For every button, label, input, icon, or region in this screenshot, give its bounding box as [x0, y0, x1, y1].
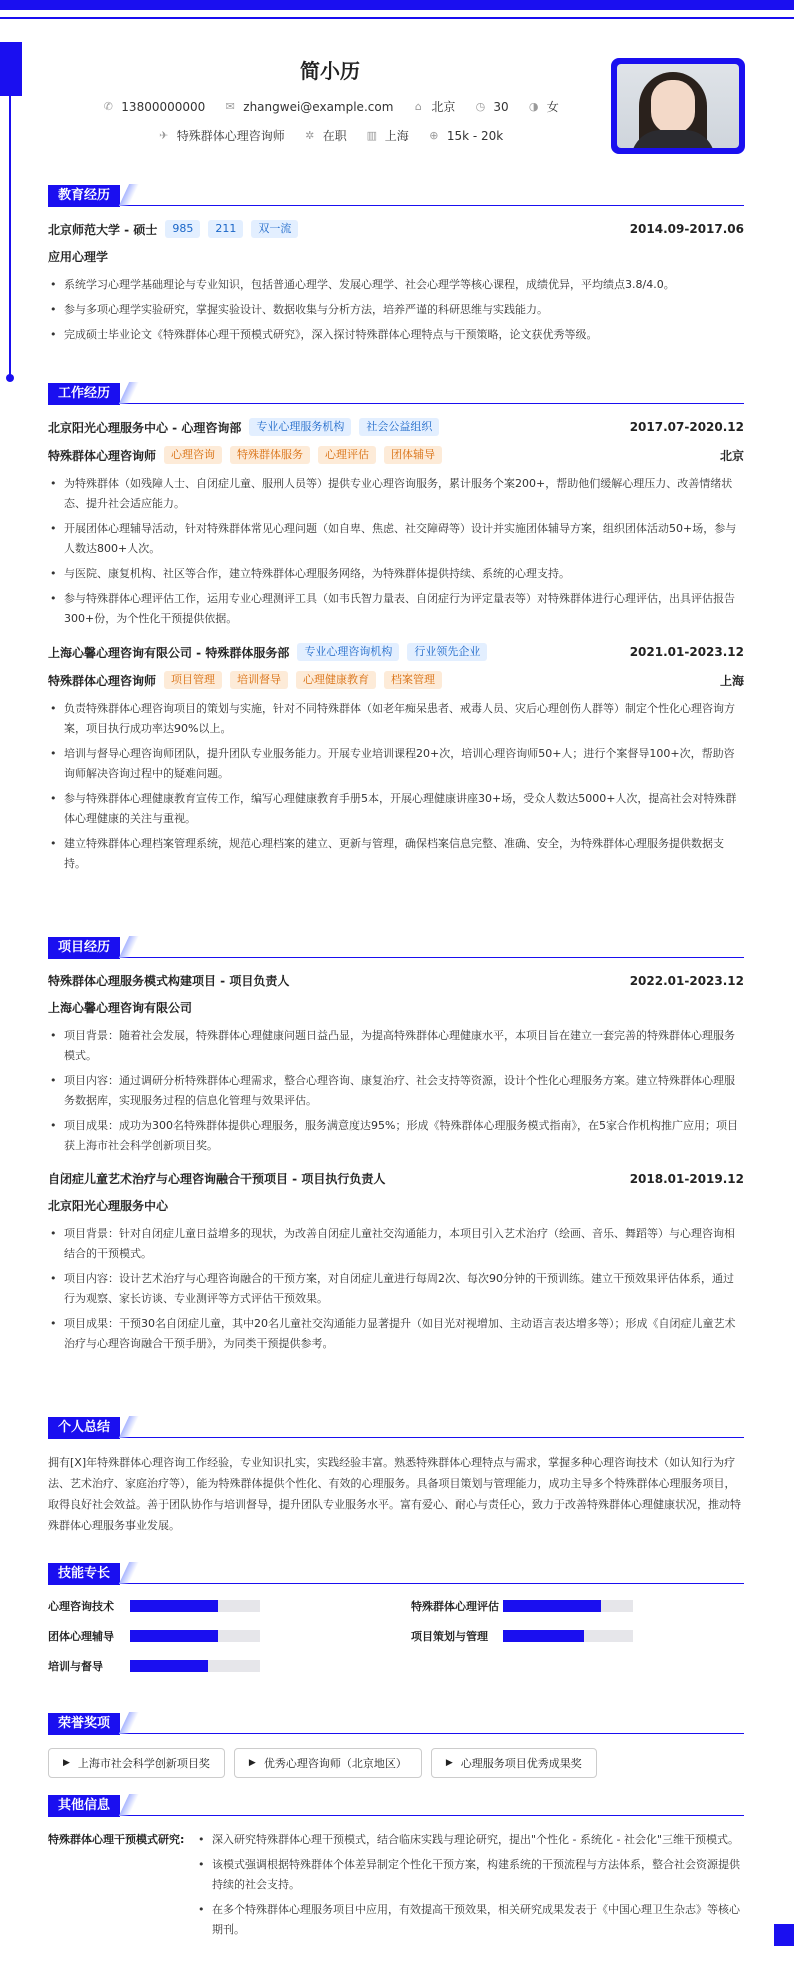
honor-item: [48, 1748, 225, 1778]
honor-item: [431, 1748, 597, 1778]
role-tag: 项目管理: [164, 671, 222, 689]
target-city-item: [365, 127, 409, 144]
honors-title: 荣誉奖项: [48, 1713, 120, 1735]
honor-label: 优秀心理咨询师（北京地区）: [263, 1757, 407, 1770]
skill-bar-fill: [503, 1630, 584, 1642]
job-icon: ✈: [159, 129, 169, 142]
honors-list: [48, 1748, 744, 1778]
work-bullets: [48, 474, 744, 629]
honor-label: 上海市社会科学创新项目奖: [77, 1757, 210, 1770]
project-row: [48, 1170, 744, 1187]
skill-item: [411, 1628, 744, 1644]
skill-bar: [130, 1660, 260, 1672]
gender-item: [527, 98, 559, 115]
work-location: 上海: [719, 673, 744, 688]
list-item: • 该模式强调根据特殊群体个体差异制定个性化干预方案，构建系统的干预流程与方法体系，整合社会资源提供持续的社会支持。: [196, 1855, 744, 1895]
phone-value: 13800000000: [121, 99, 206, 114]
skills-grid: [48, 1598, 744, 1674]
play-icon: ▶: [248, 1758, 256, 1768]
list-item: • 开展团体心理辅导活动，针对特殊群体常见心理问题（如自卑、焦虑、社交障碍等）设计并实施团体辅导方案，组织团体活动50+场，参与人数达800+人次。: [48, 519, 744, 559]
target-city-value: 上海: [384, 129, 409, 143]
edu-tag: 双一流: [251, 220, 298, 238]
left-accent-block: [0, 42, 22, 96]
section-title: [48, 936, 744, 958]
list-item: • 参与多项心理学实验研究，掌握实验设计、数据收集与分析方法，培养严谨的科研思维与实践能力。: [48, 300, 744, 320]
list-item: • 项目背景：针对自闭症儿童日益增多的现状，为改善自闭症儿童社交沟通能力，本项目引入艺术治疗（绘画、音乐、舞蹈等）与心理咨询相结合的干预模式。: [48, 1224, 744, 1264]
bottom-accent-block: [774, 1924, 794, 1946]
job-value: 特殊群体心理咨询师: [176, 129, 285, 143]
project-bullets: [48, 1224, 744, 1354]
salary-value: 15k - 20k: [446, 128, 504, 143]
major: 应用心理学: [48, 250, 109, 264]
education-title: 教育经历: [48, 185, 120, 207]
education-section: [48, 184, 744, 353]
gender-value: 女: [546, 100, 559, 114]
project-section: [48, 936, 744, 1362]
section-title: [48, 1794, 744, 1816]
school-name: 北京师范大学 - 硕士: [48, 222, 158, 237]
work-role-row: [48, 446, 744, 464]
role-tag: 心理健康教育: [296, 671, 376, 689]
list-item: • 与医院、康复机构、社区等合作，建立特殊群体心理服务网络，为特殊群体提供持续、系统的心理支持。: [48, 564, 744, 584]
skill-bar-fill: [130, 1660, 208, 1672]
honors-section: [48, 1712, 744, 1778]
list-item: • 项目背景：随着社会发展，特殊群体心理健康问题日益凸显，为提高特殊群体心理健康水平，本项目旨在建立一套完善的特殊群体心理服务模式。: [48, 1026, 744, 1066]
work-date: 2017.07-2020.12: [629, 420, 744, 434]
work-location: 北京: [719, 448, 744, 463]
list-item: • 项目内容：通过调研分析特殊群体心理需求，整合心理咨询、康复治疗、社会支持等资源，设计个性化心理服务方案。建立特殊群体心理服务数据库，实现服务过程的信息化管理与效果评估。: [48, 1071, 744, 1111]
phone-item: [101, 100, 205, 114]
edu-tag: 985: [165, 220, 200, 238]
work-company-row: [48, 643, 744, 661]
section-title: [48, 1416, 744, 1438]
skills-title: 技能专长: [48, 1563, 120, 1585]
role-tag: 心理评估: [318, 446, 376, 464]
resume-header: [60, 55, 600, 156]
salary-icon: ⊕: [429, 129, 439, 142]
age-value: 30: [493, 99, 509, 114]
profile-photo: [611, 58, 745, 154]
education-date: 2014.09-2017.06: [629, 222, 744, 236]
skill-item: [411, 1598, 744, 1614]
skill-item: [48, 1658, 381, 1674]
project-title: 项目经历: [48, 937, 120, 959]
left-accent-line: [9, 96, 11, 378]
other-title: 其他信息: [48, 1795, 120, 1817]
company-tag: 社会公益组织: [359, 418, 439, 436]
project-bullets: [48, 1026, 744, 1156]
skills-section: [48, 1562, 744, 1674]
avatar: [617, 64, 739, 148]
summary-section: [48, 1416, 744, 1536]
list-item: • 参与特殊群体心理健康教育宣传工作，编写心理健康教育手册5本，开展心理健康讲座30+场，受众人数达5000+人次，提高社会对特殊群体心理健康的关注与重视。: [48, 789, 744, 829]
skill-bar: [130, 1600, 260, 1612]
top-accent-line: [0, 17, 794, 19]
summary-title: 个人总结: [48, 1417, 120, 1439]
status-value: 在职: [322, 129, 347, 143]
city-value: 北京: [431, 100, 456, 114]
section-title: [48, 1712, 744, 1734]
other-content: [48, 1830, 744, 1953]
skill-name: 项目策划与管理: [411, 1630, 488, 1643]
project-date: 2022.01-2023.12: [629, 973, 744, 988]
skill-name: 特殊群体心理评估: [411, 1600, 499, 1613]
list-item: • 在多个特殊群体心理服务项目中应用，有效提高干预效果，相关研究成果发表于《中国心理卫生杂志》等核心期刊。: [196, 1900, 744, 1940]
building-icon: ▥: [366, 129, 377, 142]
skill-name: 团体心理辅导: [48, 1630, 114, 1643]
company-name: 上海心馨心理咨询有限公司 - 特殊群体服务部: [48, 645, 290, 660]
skill-bar: [503, 1630, 633, 1642]
project-row: [48, 972, 744, 989]
job-item: [157, 127, 285, 144]
skill-bar: [130, 1630, 260, 1642]
left-accent-dot: [6, 374, 14, 382]
play-icon: ▶: [445, 1758, 453, 1768]
company-tag: 专业心理咨询机构: [297, 643, 399, 661]
skill-bar-fill: [130, 1630, 218, 1642]
list-item: • 为特殊群体（如残障人士、自闭症儿童、服刑人员等）提供专业心理咨询服务，累计服务个案200+，帮助他们缓解心理压力、改善情绪状态、提升社会适应能力。: [48, 474, 744, 514]
role-tag: 团体辅导: [384, 446, 442, 464]
role-tag: 特殊群体服务: [230, 446, 310, 464]
edu-tag: 211: [208, 220, 243, 238]
list-item: • 项目成果：成功为300名特殊群体提供心理服务，服务满意度达95%；形成《特殊群体心理服务模式指南》，在5家合作机构推广应用；项目获上海市社会科学创新项目奖。: [48, 1116, 744, 1156]
role-tag: 培训督导: [230, 671, 288, 689]
job-row: [60, 127, 600, 144]
summary-text: 拥有[X]年特殊群体心理咨询工作经验，专业知识扎实，实践经验丰富。熟悉特殊群体心理特点与需求，掌握多种心理咨询技术（如认知行为疗法、艺术治疗、家庭治疗等），能为特殊群体提供个性化、有效的心理服务。具备项目策划与管理能力，成功主导多个特殊群体心理服务项目，取得良好社会效益。善于团队协作与培训督导，提升团队专业服务水平。富有爱心、耐心与责任心，致力于改善特殊群体心理健康状况，推动特殊群体心理服务事业发展。: [48, 1456, 741, 1532]
company-tag: 行业领先企业: [407, 643, 487, 661]
age-icon: ◷: [475, 100, 486, 113]
mail-icon: ✉: [225, 100, 235, 113]
work-company-row: [48, 418, 744, 436]
work-bullets: [48, 699, 744, 874]
section-title: [48, 382, 744, 404]
honor-label: 心理服务项目优秀成果奖: [460, 1757, 582, 1770]
city-item: [411, 98, 455, 115]
age-item: [473, 100, 508, 114]
salary-item: [427, 129, 503, 143]
section-title: [48, 1562, 744, 1584]
other-bullets: [196, 1830, 744, 1945]
project-org: 北京阳光心理服务中心: [48, 1199, 169, 1213]
role-name: 特殊群体心理咨询师: [48, 673, 157, 688]
work-title: 工作经历: [48, 383, 120, 405]
email-item: [223, 100, 393, 114]
skill-bar-fill: [503, 1600, 601, 1612]
other-section: [48, 1794, 744, 1953]
section-title: [48, 184, 744, 206]
honor-item: [234, 1748, 422, 1778]
list-item: • 参与特殊群体心理评估工作，运用专业心理测评工具（如韦氏智力量表、自闭症行为评定量表等）对特殊群体进行心理评估，出具评估报告300+份，为个性化干预提供依据。: [48, 589, 744, 629]
contact-row: [60, 98, 600, 115]
company-name: 北京阳光心理服务中心 - 心理咨询部: [48, 420, 242, 435]
education-row: [48, 220, 744, 238]
skill-item: [48, 1628, 381, 1644]
list-item: • 项目成果：干预30名自闭症儿童，其中20名儿童社交沟通能力显著提升（如目光对视增加、主动语言表达增多等）；形成《自闭症儿童艺术治疗与心理咨询融合干预手册》，为同类干预提供参考。: [48, 1314, 744, 1354]
work-date: 2021.01-2023.12: [629, 645, 744, 659]
list-item: • 培训与督导心理咨询师团队，提升团队专业服务能力。开展专业培训课程20+次，培训心理咨询师50+人；进行个案督导100+次，帮助咨询师解决咨询过程中的疑难问题。: [48, 744, 744, 784]
phone-icon: ✆: [103, 100, 113, 113]
skill-name: 心理咨询技术: [48, 1600, 114, 1613]
project-name: 自闭症儿童艺术治疗与心理咨询融合干预项目 - 项目执行负责人: [48, 1172, 386, 1186]
work-section: [48, 382, 744, 882]
list-item: • 深入研究特殊群体心理干预模式，结合临床实践与理论研究，提出"个性化 - 系统化 - 社会化"三维干预模式。: [196, 1830, 744, 1850]
home-icon: ⌂: [414, 100, 422, 113]
status-icon: ✲: [305, 129, 315, 142]
list-item: • 负责特殊群体心理咨询项目的策划与实施，针对不同特殊群体（如老年痴呆患者、戒毒人员、灾后心理创伤人群等）制定个性化心理咨询方案，项目执行成功率达90%以上。: [48, 699, 744, 739]
list-item: • 项目内容：设计艺术治疗与心理咨询融合的干预方案，对自闭症儿童进行每周2次、每次90分钟的干预训练。建立干预效果评估体系，通过行为观察、家长访谈、专业测评等方式评估干预效果。: [48, 1269, 744, 1309]
role-tag: 档案管理: [384, 671, 442, 689]
list-item: • 完成硕士毕业论文《特殊群体心理干预模式研究》，深入探讨特殊群体心理特点与干预策略，论文获优秀等级。: [48, 325, 744, 345]
skill-bar: [503, 1600, 633, 1612]
gender-icon: ◑: [528, 100, 539, 113]
email-value: zhangwei@example.com: [243, 99, 394, 114]
status-item: [303, 127, 347, 144]
role-name: 特殊群体心理咨询师: [48, 448, 157, 463]
skill-bar-fill: [130, 1600, 218, 1612]
list-item: • 系统学习心理学基础理论与专业知识，包括普通心理学、发展心理学、社会心理学等核心课程，成绩优异，平均绩点3.8/4.0。: [48, 275, 744, 295]
project-name: 特殊群体心理服务模式构建项目 - 项目负责人: [48, 974, 290, 988]
top-accent-band: [0, 0, 794, 10]
resume-name: 简小历: [300, 59, 360, 83]
list-item: • 建立特殊群体心理档案管理系统，规范心理档案的建立、更新与管理，确保档案信息完整、准确、安全，为特殊群体心理服务提供数据支持。: [48, 834, 744, 874]
project-org: 上海心馨心理咨询有限公司: [48, 1001, 193, 1015]
skill-name: 培训与督导: [48, 1660, 103, 1673]
other-label: 特殊群体心理干预模式研究:: [48, 1833, 185, 1846]
play-icon: ▶: [63, 1758, 70, 1768]
skill-item: [48, 1598, 381, 1614]
company-tag: 专业心理服务机构: [249, 418, 351, 436]
education-bullets: [48, 275, 744, 345]
project-date: 2018.01-2019.12: [629, 1171, 744, 1186]
work-role-row: [48, 671, 744, 689]
role-tag: 心理咨询: [164, 446, 222, 464]
